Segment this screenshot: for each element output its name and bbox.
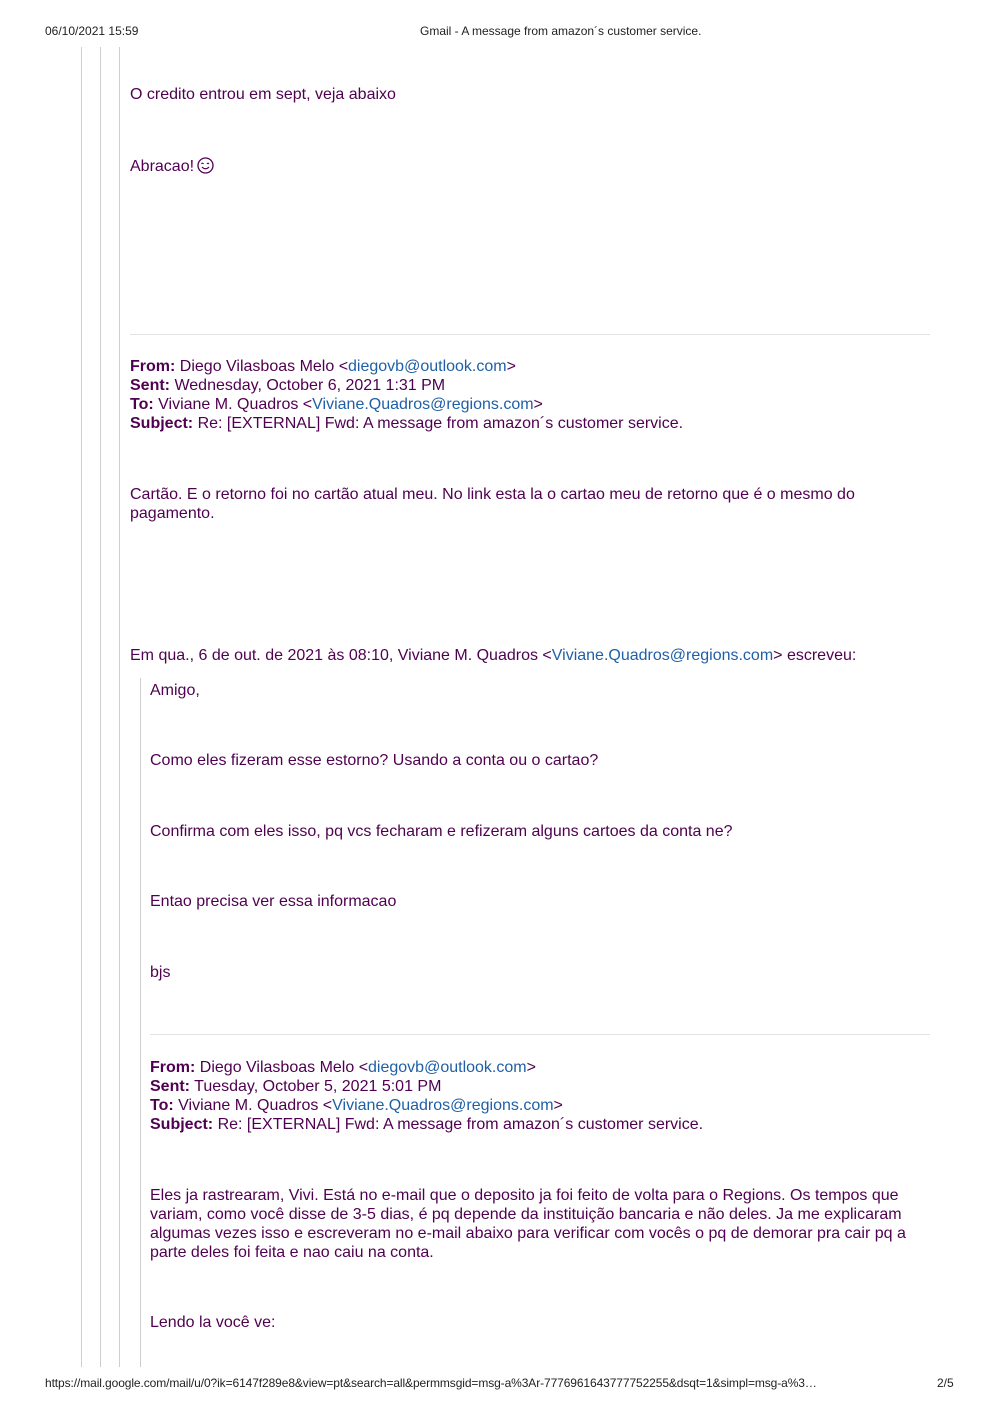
bracket: > [526, 1059, 536, 1076]
divider [130, 334, 930, 335]
subject-label: Subject: [130, 415, 194, 432]
subject-value: Re: [EXTERNAL] Fwd: A message from amazon´s customer service. [197, 415, 684, 432]
header-sent [150, 1077, 441, 1096]
bracket: > [553, 1097, 563, 1114]
to-email-link[interactable]: Viviane.Quadros@regions.com [312, 396, 534, 413]
to-label: To: [150, 1097, 174, 1114]
message-line: O credito entrou em sept, veja abaixo [130, 86, 396, 103]
header-subject [130, 414, 683, 433]
message-body: Eles ja rastrearam, Vivi. Está no e-mail que o deposito ja foi feito de volta para o Regions. Os tempos que variam, como você disse de 3-5 dias, é pq depende da instituição bancaria e não deles. Ja me explicaram algumas vezes isso e escreveram no e-mail abaixo para verificar com vocês o pq de demorar pra cair pq a parte deles foi feita e nao caiu na conta. [150, 1187, 906, 1261]
message-line: Lendo la você ve: [150, 1314, 276, 1331]
to-email-link[interactable]: Viviane.Quadros@regions.com [332, 1097, 554, 1114]
message-line: Como eles fizeram esse estorno? Usando a conta ou o cartao? [150, 752, 599, 769]
from-label: From: [150, 1059, 196, 1076]
sent-value: Wednesday, October 6, 2021 1:31 PM [174, 377, 446, 394]
attribution-prefix: Em qua., 6 de out. de 2021 às 08:10, Viviane M. Quadros < [130, 647, 552, 664]
header-to [130, 395, 543, 414]
header-from [130, 357, 516, 376]
from-email-link[interactable]: diegovb@outlook.com [348, 358, 507, 375]
bracket: > [533, 396, 543, 413]
message-signoff [130, 157, 214, 176]
message-line: Amigo, [150, 682, 200, 699]
header-sent [130, 376, 445, 395]
print-url: https://mail.google.com/mail/u/0?ik=6147f289e8&view=pt&search=all&permmsgid=msg-a%3Ar-7776961643777752255&dsqt=1&simpl=msg-a%3… [45, 1376, 817, 1390]
header-from [150, 1058, 536, 1077]
quote-border-level-2 [100, 47, 101, 1367]
print-title: Gmail - A message from amazon´s customer service. [420, 24, 702, 38]
from-label: From: [130, 358, 176, 375]
message-line: Entao precisa ver essa informacao [150, 893, 397, 910]
sent-label: Sent: [130, 377, 170, 394]
subject-value: Re: [EXTERNAL] Fwd: A message from amazon´s customer service. [217, 1116, 704, 1133]
page-number: 2/5 [937, 1376, 954, 1390]
from-name: Diego Vilasboas Melo < [179, 358, 349, 375]
print-datetime: 06/10/2021 15:59 [45, 24, 139, 38]
message-line: bjs [150, 964, 171, 981]
message-line: Confirma com eles isso, pq vcs fecharam e refizeram alguns cartoes da conta ne? [150, 823, 733, 840]
to-name: Viviane M. Quadros < [178, 1097, 333, 1114]
subject-label: Subject: [150, 1116, 214, 1133]
sent-label: Sent: [150, 1078, 190, 1095]
quote-border-level-4 [140, 678, 141, 1367]
to-label: To: [130, 396, 154, 413]
to-name: Viviane M. Quadros < [158, 396, 313, 413]
message-body: Cartão. E o retorno foi no cartão atual meu. No link esta la o cartao meu de retorno que é o mesmo do pagamento. [130, 486, 855, 522]
attribution-email-link[interactable]: Viviane.Quadros@regions.com [551, 647, 774, 664]
reply-attribution [130, 646, 856, 665]
divider [150, 1034, 930, 1035]
bracket: > [506, 358, 516, 375]
from-name: Diego Vilasboas Melo < [199, 1059, 369, 1076]
sent-value: Tuesday, October 5, 2021 5:01 PM [194, 1078, 442, 1095]
signoff-text: Abracao! [130, 158, 195, 175]
smiling-face-icon [197, 157, 214, 174]
quote-border-level-3 [119, 47, 120, 1367]
header-subject [150, 1115, 703, 1134]
from-email-link[interactable]: diegovb@outlook.com [368, 1059, 527, 1076]
attribution-suffix: > escreveu: [773, 647, 857, 664]
header-to [150, 1096, 563, 1115]
quote-border-level-1 [81, 47, 82, 1367]
